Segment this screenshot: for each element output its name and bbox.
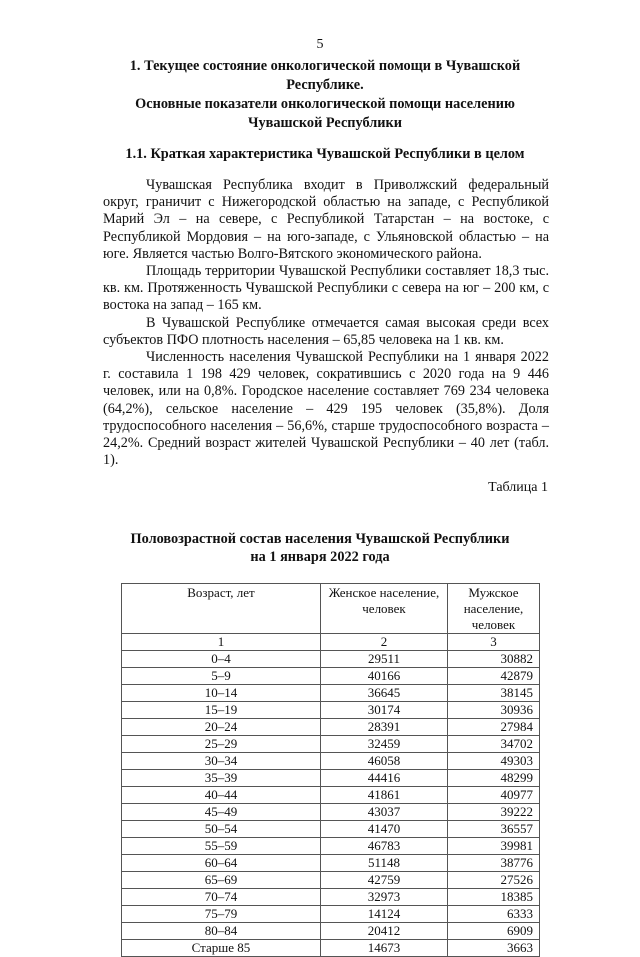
male-cell: 49303 [448,753,540,770]
female-cell: 44416 [321,770,448,787]
section-title-line: Чувашской Республики [247,115,403,131]
table-row [122,855,540,872]
female-cell: 51148 [321,855,448,872]
female-cell: 28391 [321,719,448,736]
table-row [122,719,540,736]
female-cell: 43037 [321,804,448,821]
age-cell: 15–19 [122,702,321,719]
table-row [122,838,540,855]
age-cell: 45–49 [122,804,321,821]
male-cell: 39981 [448,838,540,855]
paragraph: В Чувашской Республике отмечается самая высокая среди всех субъектов ПФО плотность населения – 65,85 человека на 1 кв. км. [103,314,549,348]
age-cell: 55–59 [122,838,321,855]
male-cell: 6333 [448,906,540,923]
male-cell: 38145 [448,685,540,702]
female-cell: 36645 [321,685,448,702]
age-cell: 5–9 [122,668,321,685]
age-cell: 10–14 [122,685,321,702]
column-number: 2 [321,634,448,651]
header-female: Женское население, человек [321,584,448,634]
male-cell: 34702 [448,736,540,753]
age-cell: 65–69 [122,872,321,889]
age-cell: 50–54 [122,821,321,838]
male-cell: 38776 [448,855,540,872]
section-title-line: Основные показатели онкологической помощи населению [135,96,515,112]
male-cell: 27526 [448,872,540,889]
table-row [122,668,540,685]
section-title [100,57,550,133]
table-label: Таблица 1 [488,480,548,496]
body-text [103,177,549,469]
paragraph: Площадь территории Чувашской Республики составляет 18,3 тыс. кв. км. Протяженность Чувашской Республики с севера на юг – 200 км, с востока на запад – 165 км. [103,263,549,314]
female-cell: 14124 [321,906,448,923]
column-number-row [122,634,540,651]
paragraph: Численность населения Чувашской Республики на 1 января 2022 г. составила 1 198 429 человек, сократившись с 2020 года на 9 446 человек, или на 0,8%. Городское население составляет 769 234 человека (64,2%), сельское население – 429 195 человек (35,8%). Доля трудоспособного населения – 56,6%, старше трудоспособного возраста – 24,2%. Средний возраст жителей Чувашской Республики – 40 лет (табл. 1). [103,349,549,469]
table-title [100,530,540,566]
table-title-line: Половозрастной состав населения Чувашской Республики [130,531,510,548]
male-cell: 30882 [448,651,540,668]
age-cell: 60–64 [122,855,321,872]
table-row [122,804,540,821]
header-age: Возраст, лет [122,584,321,634]
table-row [122,923,540,940]
header-male: Мужское население, человек [448,584,540,634]
female-cell: 32459 [321,736,448,753]
male-cell: 18385 [448,889,540,906]
female-cell: 41470 [321,821,448,838]
page-number: 5 [316,37,324,52]
female-cell: 46783 [321,838,448,855]
table-row [122,821,540,838]
age-cell: 20–24 [122,719,321,736]
column-number: 1 [122,634,321,651]
table-row [122,787,540,804]
male-cell: 42879 [448,668,540,685]
male-cell: 36557 [448,821,540,838]
age-cell: 0–4 [122,651,321,668]
male-cell: 30936 [448,702,540,719]
female-cell: 30174 [321,702,448,719]
age-cell: 40–44 [122,787,321,804]
male-cell: 27984 [448,719,540,736]
age-cell: Старше 85 [122,940,321,957]
male-cell: 3663 [448,940,540,957]
male-cell: 40977 [448,787,540,804]
table-row [122,906,540,923]
age-cell: 70–74 [122,889,321,906]
male-cell: 6909 [448,923,540,940]
section-title-line: 1. Текущее состояние онкологической помощи в Чувашской Республике. [129,58,521,93]
age-cell: 80–84 [122,923,321,940]
male-cell: 48299 [448,770,540,787]
column-number: 3 [448,634,540,651]
age-cell: 35–39 [122,770,321,787]
female-cell: 20412 [321,923,448,940]
table-row [122,736,540,753]
population-table [121,583,540,957]
table-row [122,872,540,889]
table-row [122,651,540,668]
table-row [122,770,540,787]
table-row [122,889,540,906]
table-row [122,940,540,957]
female-cell: 46058 [321,753,448,770]
female-cell: 42759 [321,872,448,889]
age-cell: 25–29 [122,736,321,753]
table-row [122,702,540,719]
subsection-title: 1.1. Краткая характеристика Чувашской Республики в целом [125,146,525,162]
table-row [122,685,540,702]
age-cell: 75–79 [122,906,321,923]
female-cell: 14673 [321,940,448,957]
female-cell: 29511 [321,651,448,668]
table-title-line: на 1 января 2022 года [250,549,390,566]
paragraph: Чувашская Республика входит в Приволжский федеральный округ, граничит с Нижегородской областью на западе, с Республикой Марий Эл – на севере, с Республикой Татарстан – на востоке, с Республикой Мордовия – на юго-западе, с Ульяновской областью – на юге. Является частью Волго-Вятского экономического района. [103,177,549,262]
female-cell: 41861 [321,787,448,804]
table-row [122,753,540,770]
male-cell: 39222 [448,804,540,821]
female-cell: 32973 [321,889,448,906]
table-header-row [122,584,540,634]
age-cell: 30–34 [122,753,321,770]
female-cell: 40166 [321,668,448,685]
